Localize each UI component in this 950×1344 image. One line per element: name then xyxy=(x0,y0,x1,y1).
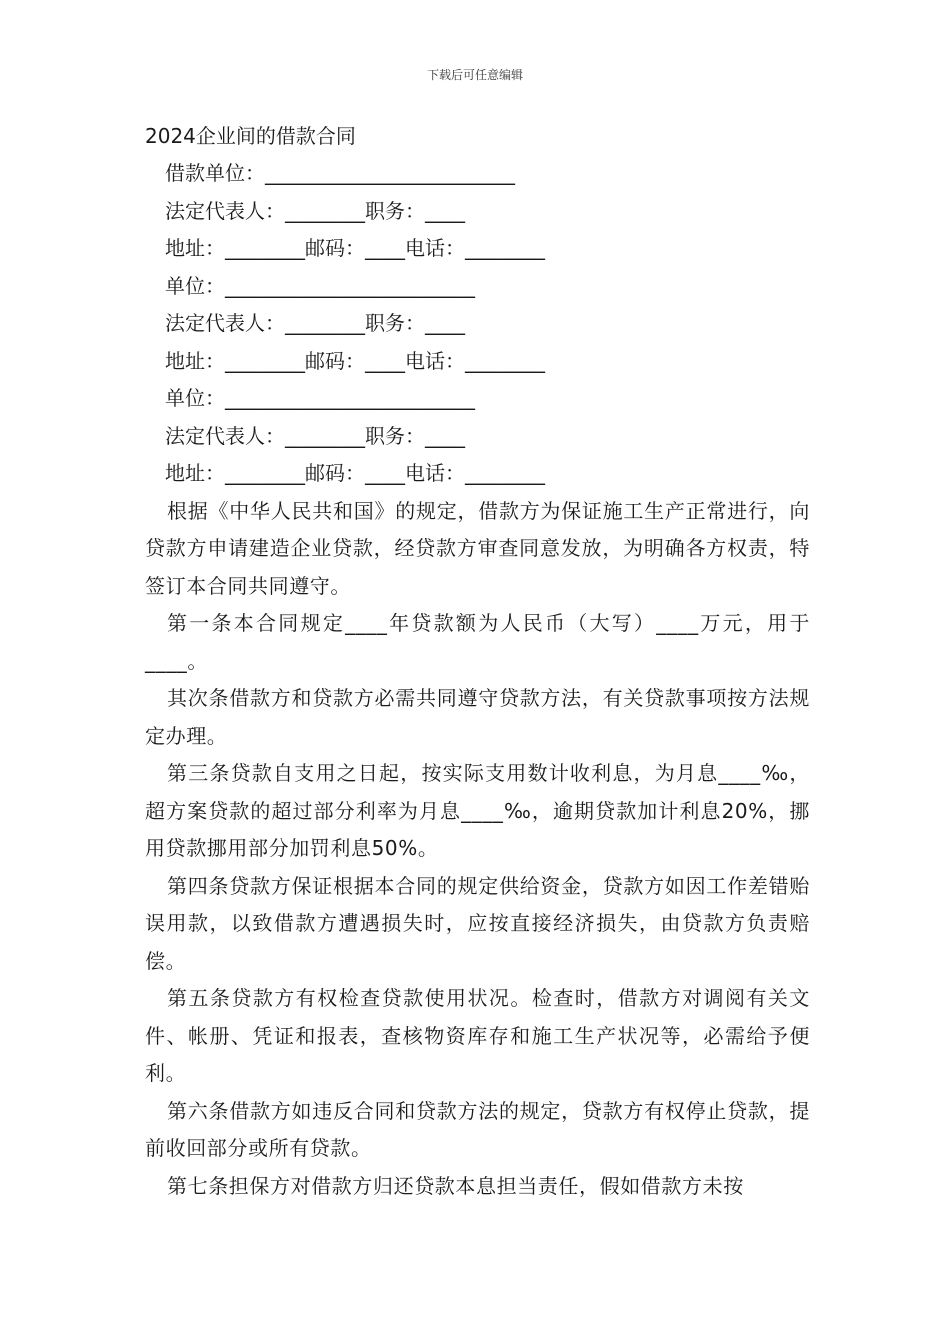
document-title: 2024企业间的借款合同 xyxy=(145,124,356,148)
party-2-representative-field: 法定代表人：________职务：____ xyxy=(165,311,465,335)
page-header: 下载后可任意编辑 xyxy=(426,68,523,82)
party-3-address-field: 地址：________邮码：____电话：________ xyxy=(165,461,545,485)
party-1-unit-field: 借款单位：_________________________ xyxy=(165,161,515,185)
article-6-paragraph: 第六条借款方如违反合同和贷款方法的规定，贷款方有权停止贷款，提前收回部分或所有贷款。 xyxy=(145,1098,810,1160)
article-5-paragraph: 第五条贷款方有权检查贷款使用状况。检查时，借款方对调阅有关文件、帐册、凭证和报表，查核物资库存和施工生产状况等，必需给予便利。 xyxy=(145,986,810,1085)
party-1-representative-field: 法定代表人：________职务：____ xyxy=(165,198,465,223)
article-2-paragraph: 其次条借款方和贷款方必需共同遵守贷款方法，有关贷款事项按方法规定办理。 xyxy=(145,686,810,748)
article-3-paragraph: 第三条贷款自支用之日起，按实际支用数计收利息，为月息____‰，超方案贷款的超过部分利率为月息____‰，逾期贷款加计利息20%，挪用贷款挪用部分加罚利息50%。 xyxy=(145,761,810,860)
article-7-paragraph: 第七条担保方对借款方归还贷款本息担当责任，假如借款方未按 xyxy=(167,1173,744,1198)
party-2-address-field: 地址：________邮码：____电话：________ xyxy=(165,348,545,373)
article-4-paragraph: 第四条贷款方保证根据本合同的规定供给资金，贷款方如因工作差错贻误用款，以致借款方遭遇损失时，应按直接经济损失，由贷款方负责赔偿。 xyxy=(145,873,810,973)
party-3-representative-field: 法定代表人：________职务：____ xyxy=(165,423,465,448)
preamble-paragraph: 根据《中华人民共和国》的规定，借款方为保证施工生产正常进行，向贷款方申请建造企业贷款，经贷款方审查同意发放，为明确各方权责，特签订本合同共同遵守。 xyxy=(145,498,810,598)
document-body xyxy=(145,118,810,1205)
party-1-address-field: 地址：________邮码：____电话：________ xyxy=(165,236,545,260)
party-3-unit-field: 单位：_________________________ xyxy=(165,386,475,410)
party-2-unit-field: 单位：_________________________ xyxy=(165,273,475,298)
article-1-paragraph: 第一条本合同规定____年贷款额为人民币（大写）____万元，用于____。 xyxy=(145,611,810,673)
